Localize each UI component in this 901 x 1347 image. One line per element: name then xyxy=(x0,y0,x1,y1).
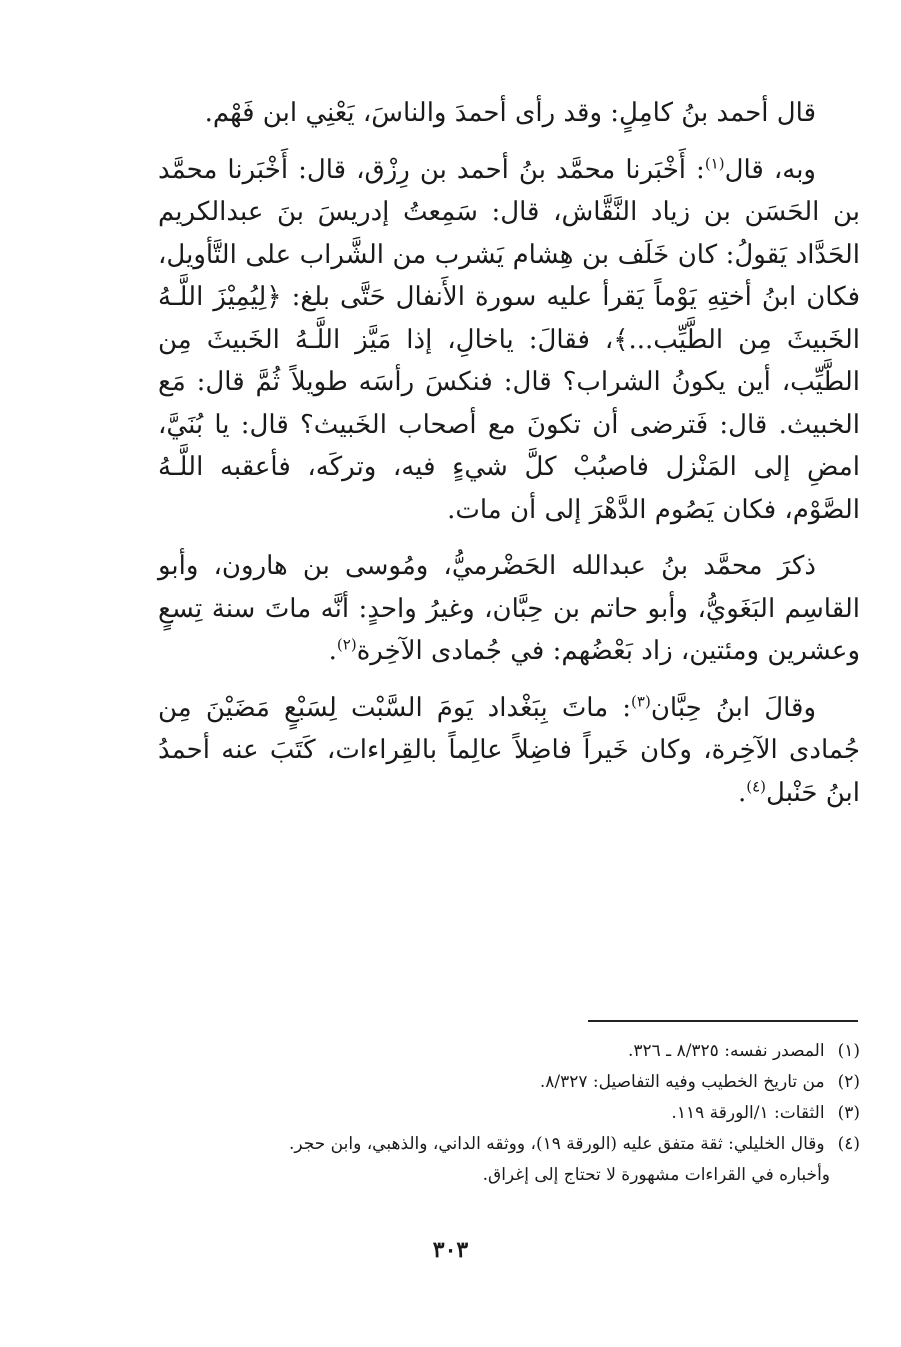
footnote-ref-3: (٣) xyxy=(631,691,651,710)
footnote-text: من تاريخ الخطيب وفيه التفاصيل: ٨/٣٢٧. xyxy=(539,1072,825,1092)
paragraph-4-end: . xyxy=(737,777,747,808)
paragraph-3-text: ذكرَ محمَّد بنُ عبدالله الحَضْرميُّ، ومُوسى بن هارون، وأبو القاسِم البَغَويُّ، وأبو حاتم بن حِبَّان، وغيرُ واحدٍ: أنَّه ماتَ سنة تِسعٍ وعشرين ومئتين، زاد بَعْضُهم: في جُمادى الآخِرة xyxy=(158,551,860,666)
footnote-number: (٤) xyxy=(837,1134,860,1154)
footnote-3 xyxy=(160,1098,860,1129)
footnote-divider xyxy=(588,1020,858,1022)
paragraph-2-text: : أَخْبَرنا محمَّد بنُ أحمد بن رِزْق، قال: أَخْبَرنا محمَّد بن الحَسَن بن زياد النَّقَّاش، قال: سَمِعتُ إدريسَ بنَ عبدالكريم الحَدَّاد يَقولُ: كان خَلَف بن هِشام يَشرب من الشَّراب على التَّأويل، فكان ابنُ أختِهِ يَوْماً يَقرأ عليه سورة الأَنفال حَتَّى بلغ: ﴿لِيُمِيْزَ اللَّـهُ الخَبيثَ مِن الطَّيِّب...﴾، فقالَ: ياخالِ، إذا مَيَّز اللَّـهُ الخَبيثَ مِن الطَّيِّب، أين يكونُ الشراب؟ قال: فنكسَ رأسَه طويلاً ثُمَّ قال: مَع الخبيث. قال: فَترضى أن تكونَ مع أصحاب الخَبيث؟ قال: يا بُنَيَّ، امضِ إلى المَنْزل فاصبُبْ كلَّ شيءٍ فيه، وتركَه، فأعقبه اللَّـهُ الصَّوْم، فكان يَصُوم الدَّهْرَ إلى أن مات. xyxy=(158,154,860,525)
paragraph-4-text: : ماتَ بِبَغْداد يَومَ السَّبْت لِسَبْعٍ مَضَيْنَ مِن جُمادى الآخِرة، وكان خَيراً فاضِلاً عالِماً بالقِراءات، كَتَبَ عنه أحمدُ ابنُ حَنْبل xyxy=(158,692,860,808)
page-body xyxy=(158,92,860,814)
footnote-number: (١) xyxy=(837,1041,860,1061)
footnote-2 xyxy=(160,1067,860,1098)
paragraph-4-lead: وقالَ ابنُ حِبَّان xyxy=(650,692,817,723)
footnote-text: وقال الخليلي: ثقة متفق عليه (الورقة ١٩)، ووثقه الداني، والذهبي، وابن حجر. xyxy=(289,1134,825,1154)
footnotes xyxy=(160,1036,860,1191)
footnote-4-continuation: وأخباره في القراءات مشهورة لا تحتاج إلى إغراق. xyxy=(482,1165,830,1185)
paragraph-1: قال أحمد بنُ كامِلٍ: وقد رأى أحمدَ والناسَ، يَعْنِي ابن فَهْم. xyxy=(204,98,816,128)
footnote-ref-4: (٤) xyxy=(746,776,767,795)
footnote-text: الثقات: ١/الورقة ١١٩. xyxy=(671,1103,825,1123)
paragraph-3-end: . xyxy=(328,636,337,666)
paragraph-2 xyxy=(158,149,860,532)
paragraph-3 xyxy=(158,545,860,673)
footnote-1 xyxy=(160,1036,860,1067)
footnote-number: (٣) xyxy=(837,1103,860,1123)
footnote-number: (٢) xyxy=(837,1072,860,1092)
footnote-text: المصدر نفسه: ٨/٣٢٥ ـ ٣٢٦. xyxy=(627,1041,825,1061)
footnote-ref-1: (١) xyxy=(704,153,725,172)
paragraph-2-lead: وبه، قال xyxy=(724,154,816,185)
paragraph-4 xyxy=(158,687,860,815)
footnote-ref-2: (٢) xyxy=(336,635,357,654)
footnote-4 xyxy=(160,1129,860,1160)
page-number: ٣٠٣ xyxy=(432,1237,469,1263)
